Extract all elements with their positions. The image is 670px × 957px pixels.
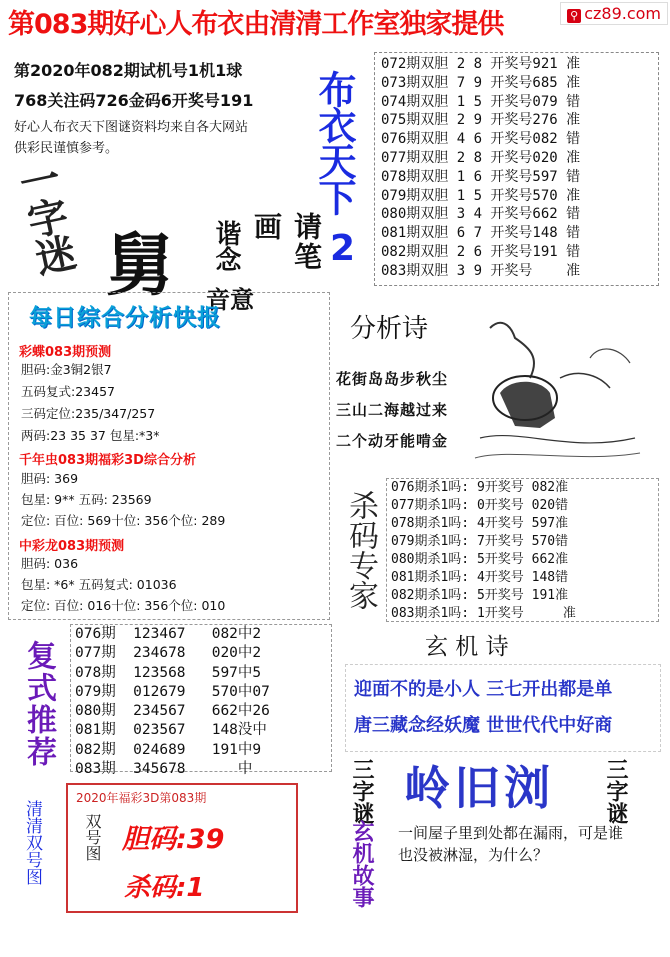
recommend-table (70, 624, 332, 778)
daily-title: 每日综合分析快报 (29, 305, 221, 331)
history-row: 078期双胆 1 6 开奖号597 错 (381, 168, 581, 185)
caidie-line: 五码复式:23457 (21, 384, 115, 399)
caidie-title: 彩蝶083期预测 (19, 345, 112, 360)
qianchong-lines (21, 468, 225, 531)
riddle-main-char: 舅 (106, 227, 175, 306)
site-watermark[interactable] (560, 2, 668, 25)
recommend-rows (75, 625, 327, 779)
page-title: 第083期好心人布衣由清清工作室独家提供 (8, 9, 504, 40)
double-map-inner-title: 2020年福彩3D第083期 (76, 791, 207, 805)
qianchong-line: 胆码: 369 (21, 471, 79, 486)
zhongcai-line: 包星: *6* 五码复式: 01036 (21, 577, 177, 592)
zhongcai-line: 胆码: 036 (21, 556, 79, 571)
history-row: 077期双胆 2 8 开奖号020 准 (381, 149, 581, 166)
mystery-poem-line-2: 唐三藏念经妖魔 世世代代中好商 (354, 715, 613, 736)
double-map-panel (66, 783, 298, 913)
caidie-line: 两码:23 35 37 包星:*3* (21, 428, 160, 443)
zhongcai-lines (21, 553, 225, 616)
recommend-row: 081期 023567 148没中 (75, 722, 267, 739)
recommend-row: 082期 024689 191中9 (75, 741, 262, 758)
kill-row: 077期杀1吗: 0开奖号 020错 (391, 498, 569, 513)
history-row: 083期双胆 3 9 开奖号 准 (381, 262, 581, 279)
kill-code-table (386, 478, 659, 622)
history-row: 074期双胆 1 5 开奖号079 错 (381, 93, 581, 110)
recommend-row: 083期 345678 中 (75, 761, 253, 778)
mystery-poem-panel (345, 664, 661, 752)
brand-number: 2 (330, 228, 356, 269)
history-row: 079期双胆 1 5 开奖号570 准 (381, 187, 581, 204)
caidie-lines (21, 359, 160, 447)
history-table (374, 52, 659, 286)
intro-line-3: 好心人布衣天下图谜资料均来自各大网站 (14, 120, 249, 135)
history-row: 081期双胆 6 7 开奖号148 错 (381, 225, 581, 242)
riddle-hint-col-2: 谐念 (211, 220, 241, 272)
mystery-poem-line-1: 迎面不的是小人 三七开出都是单 (354, 679, 613, 700)
watermark-text: cz89.com (584, 4, 661, 23)
intro-line-4: 供彩民谨慎参考。 (14, 141, 119, 156)
kill-row: 082期杀1吗: 5开奖号 191准 (391, 588, 569, 603)
intro-line-2: 768关注码726金码6开奖号191 (14, 91, 254, 110)
one-char-riddle-label: 一字迷 (9, 156, 79, 278)
recommend-row: 076期 123467 082中2 (75, 626, 262, 642)
riddle-right-label: 三字谜 (603, 758, 628, 824)
history-row: 080期双胆 3 4 开奖号662 错 (381, 206, 581, 223)
brand-text: 布衣天下 (312, 70, 356, 214)
kill-row: 081期杀1吗: 4开奖号 148错 (391, 570, 569, 585)
history-rows (381, 55, 652, 281)
recommend-row: 080期 234567 662中26 (75, 703, 270, 720)
zhongcai-title: 中彩龙083期预测 (19, 539, 125, 554)
poem-title: 分析诗 (350, 314, 429, 344)
qianchong-line: 包星: 9** 五码: 23569 (21, 492, 152, 507)
qianchong-title: 千年虫083期福彩3D综合分析 (19, 453, 196, 468)
qianchong-line: 定位: 百位: 569十位: 356个位: 289 (21, 513, 226, 528)
recommend-row: 079期 012679 570中07 (75, 683, 270, 700)
double-map-label: 清清双号图 (22, 800, 42, 885)
history-row: 075期双胆 2 9 开奖号276 准 (381, 112, 581, 129)
poem-lines (336, 364, 448, 457)
recommend-label: 复式推荐 (21, 640, 56, 768)
story-label: 玄机故事 (349, 820, 374, 908)
sha-code-text: 杀码:1 (124, 873, 205, 903)
intro-panel (6, 52, 323, 314)
history-row: 073期双胆 7 9 开奖号685 准 (381, 74, 581, 91)
kill-expert-label: 杀码专家 (343, 490, 378, 610)
kill-row: 080期杀1吗: 5开奖号 662准 (391, 552, 569, 567)
daily-analysis-panel (8, 292, 330, 620)
kill-row: 076期杀1吗: 9开奖号 082准 (391, 480, 569, 495)
poem-line: 三山二海越过来 (336, 401, 449, 419)
poem-line: 二个动牙能啃金 (336, 432, 449, 450)
riddle-hint-col-1: 请笔画 (250, 212, 323, 272)
intro-line-1: 第2020年082期试机号1机1球 (14, 61, 243, 80)
mystery-poem-title: 玄 机 诗 (425, 634, 509, 660)
kill-row: 079期杀1吗: 7开奖号 570错 (391, 534, 569, 549)
history-row: 082期双胆 2 6 开奖号191 错 (381, 243, 581, 260)
kill-row: 083期杀1吗: 1开奖号 准 (391, 606, 576, 621)
link-icon: ⚲ (567, 9, 581, 23)
ox-illustration (470, 318, 645, 468)
zhongcai-line: 定位: 百位: 016十位: 356个位: 010 (21, 598, 226, 613)
riddle-left-label: 三字谜 (349, 758, 374, 824)
kill-row: 078期杀1吗: 4开奖号 597准 (391, 516, 569, 531)
kill-rows (391, 479, 654, 623)
riddle-hint-col-3: 音意 (206, 286, 254, 314)
history-row: 072期双胆 2 8 开奖号921 准 (381, 56, 581, 72)
double-map-side-label: 双号图 (83, 813, 102, 861)
recommend-row: 077期 234678 020中2 (75, 645, 262, 662)
caidie-line: 三码定位:235/347/257 (21, 406, 156, 421)
story-text: 一间屋子里到处都在漏雨，可是谁也没被淋湿，为什么？ (398, 824, 624, 864)
caidie-line: 胆码:金3铜2银7 (21, 362, 112, 377)
dan-code-text: 胆码:39 (122, 824, 225, 855)
poem-line: 花街岛岛步秋尘 (336, 370, 449, 388)
recommend-row: 078期 123568 597中5 (75, 664, 262, 681)
history-row: 076期双胆 4 6 开奖号082 错 (381, 131, 581, 148)
riddle-answer: 岭旧浏 (404, 761, 554, 815)
